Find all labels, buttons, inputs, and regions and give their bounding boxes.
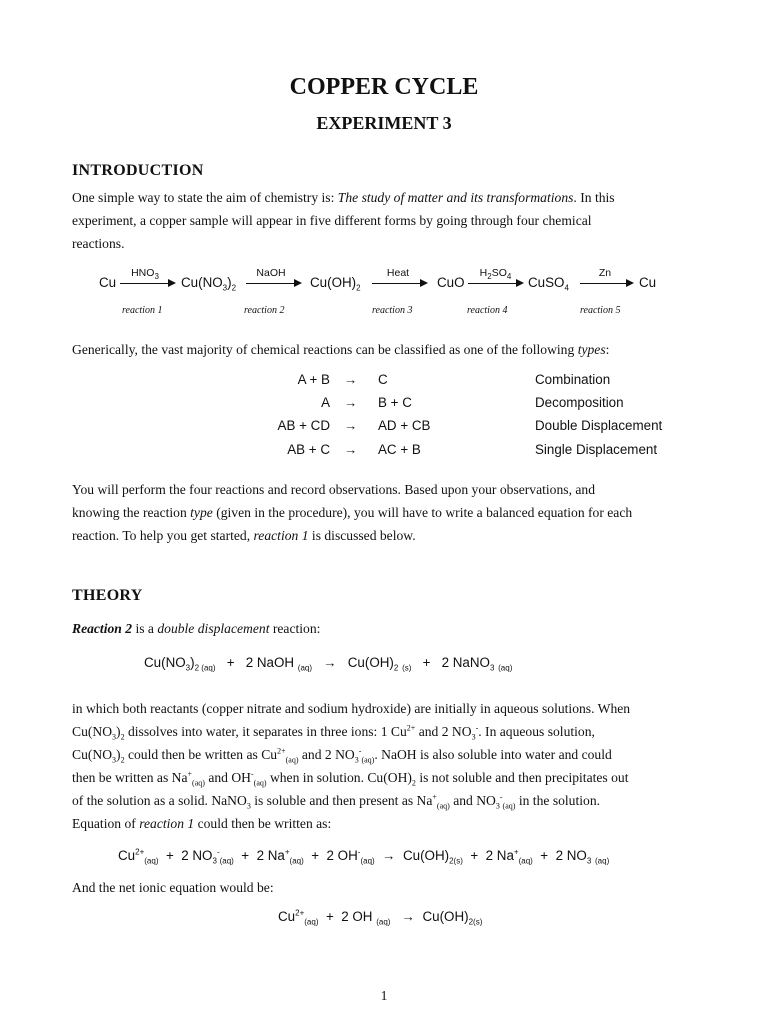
solution-paragraph: in which both reactants (copper nitrate and sodium hydroxide) are initially in aqueous solutions. When $Cu(NO_3)_2$ dissolves into water, it separates in three ions: 1 $Cu^{2+}$ and 2 $NO_3^-$. In aqueous solution, $Cu(NO_3)_2$ could then be written as $Cu^{2+}_{(aq)}$ and 2 $NO_3^-_{(aq)}$. NaOH is also soluble into water and could then be written as $Na^+_{(aq)}$ and $OH^-_{(aq)}$ when in solution. $Cu(OH)_2$ is not soluble and then precipitates out of the solution as a solid. NaNO$_3$ is soluble and then present as $Na^+_{(aq)}$ and $NO_3^-_{(aq)}$ in the solution. Equation of reaction 1 could then be written as: (72, 701, 631, 831)
reaction-label-2: reaction 2 (244, 305, 285, 316)
reaction-label-4: reaction 4 (467, 305, 508, 316)
condition-naoh: NaOH (256, 267, 286, 279)
reaction-arrow-4 (468, 283, 522, 284)
reaction-types-intro: Generically, the vast majority of chemical reactions can be classified as one of the following types: (72, 342, 610, 357)
condition-zn: Zn (598, 267, 612, 279)
document-title: COPPER CYCLE (289, 74, 479, 100)
section-heading-introduction: INTRODUCTION (72, 162, 204, 179)
reaction-2-intro: Reaction 2 is a double displacement reaction: (72, 621, 321, 636)
page-number: 1 (380, 988, 388, 1003)
equation-net-ionic: $Cu^{2+}_{(aq)} + 2$ OH $_{(aq)}$ → $Cu(OH)_{2(s)}$ (278, 908, 483, 927)
species-copper-hydroxide: $Cu(OH)_2$ (310, 275, 361, 293)
species-cu-start: Cu (99, 275, 117, 290)
document-subtitle: EXPERIMENT 3 (316, 113, 452, 133)
section-heading-theory: THEORY (72, 587, 143, 604)
species-copper-oxide: CuO (437, 275, 465, 290)
reaction-arrow-5 (580, 283, 632, 284)
condition-heat: Heat (386, 267, 410, 279)
copper-cycle-scheme (0, 262, 768, 326)
reaction-arrow-3 (372, 283, 426, 284)
net-ionic-intro: And the net ionic equation would be: (72, 880, 274, 895)
condition-hno3: $HNO_3$ (131, 267, 159, 282)
reaction-label-5: reaction 5 (580, 305, 621, 316)
procedure-paragraph: You will perform the four reactions and record observations. Based upon your observations, and knowing the reaction type (given in the procedure), you will have to write a balanced equation for each reaction. To help you get started, reaction 1 is discussed below. (72, 482, 633, 543)
condition-h2so4: $H_2SO_4$ (479, 267, 512, 282)
reaction-label-1: reaction 1 (122, 305, 163, 316)
species-copper-nitrate: $Cu(NO_3)_2$ (181, 275, 237, 293)
equation-reaction-2: $Cu(NO_3)_2$ $_{(aq)}$ + 2 NaOH $_{(aq)}$ → $Cu(OH)_2$ $_{(s)}$ + 2 NaNO$_3$ $_{(aq)}$ (144, 655, 513, 673)
species-cu-end: Cu (639, 275, 657, 290)
reaction-label-3: reaction 3 (372, 305, 413, 316)
reaction-types-table: A + B → C Combination A → B + C Decomposition AB + CD → AD + CB Double Displacement AB + C → AC + B Single Displacement (277, 372, 663, 457)
reaction-arrow-1 (120, 283, 174, 284)
species-copper-sulfate: CuSO$_4$ (528, 275, 569, 293)
intro-paragraph: One simple way to state the aim of chemistry is: The study of matter and its transformations. In this experiment, a copper sample will appear in five different forms by going through four chemical reactions. (72, 190, 615, 251)
equation-full-ionic: $Cu^{2+}_{(aq)} + 2$ $NO_3^-_{(aq)} + 2$ $Na^+_{(aq)} + 2$ $OH^-_{(aq)} \to Cu(OH)_{2(s)} + 2$ $Na^+_{(aq)} + 2$ $NO_3$ $_{(aq)}$ (118, 847, 610, 866)
reaction-arrow-2 (246, 283, 300, 284)
